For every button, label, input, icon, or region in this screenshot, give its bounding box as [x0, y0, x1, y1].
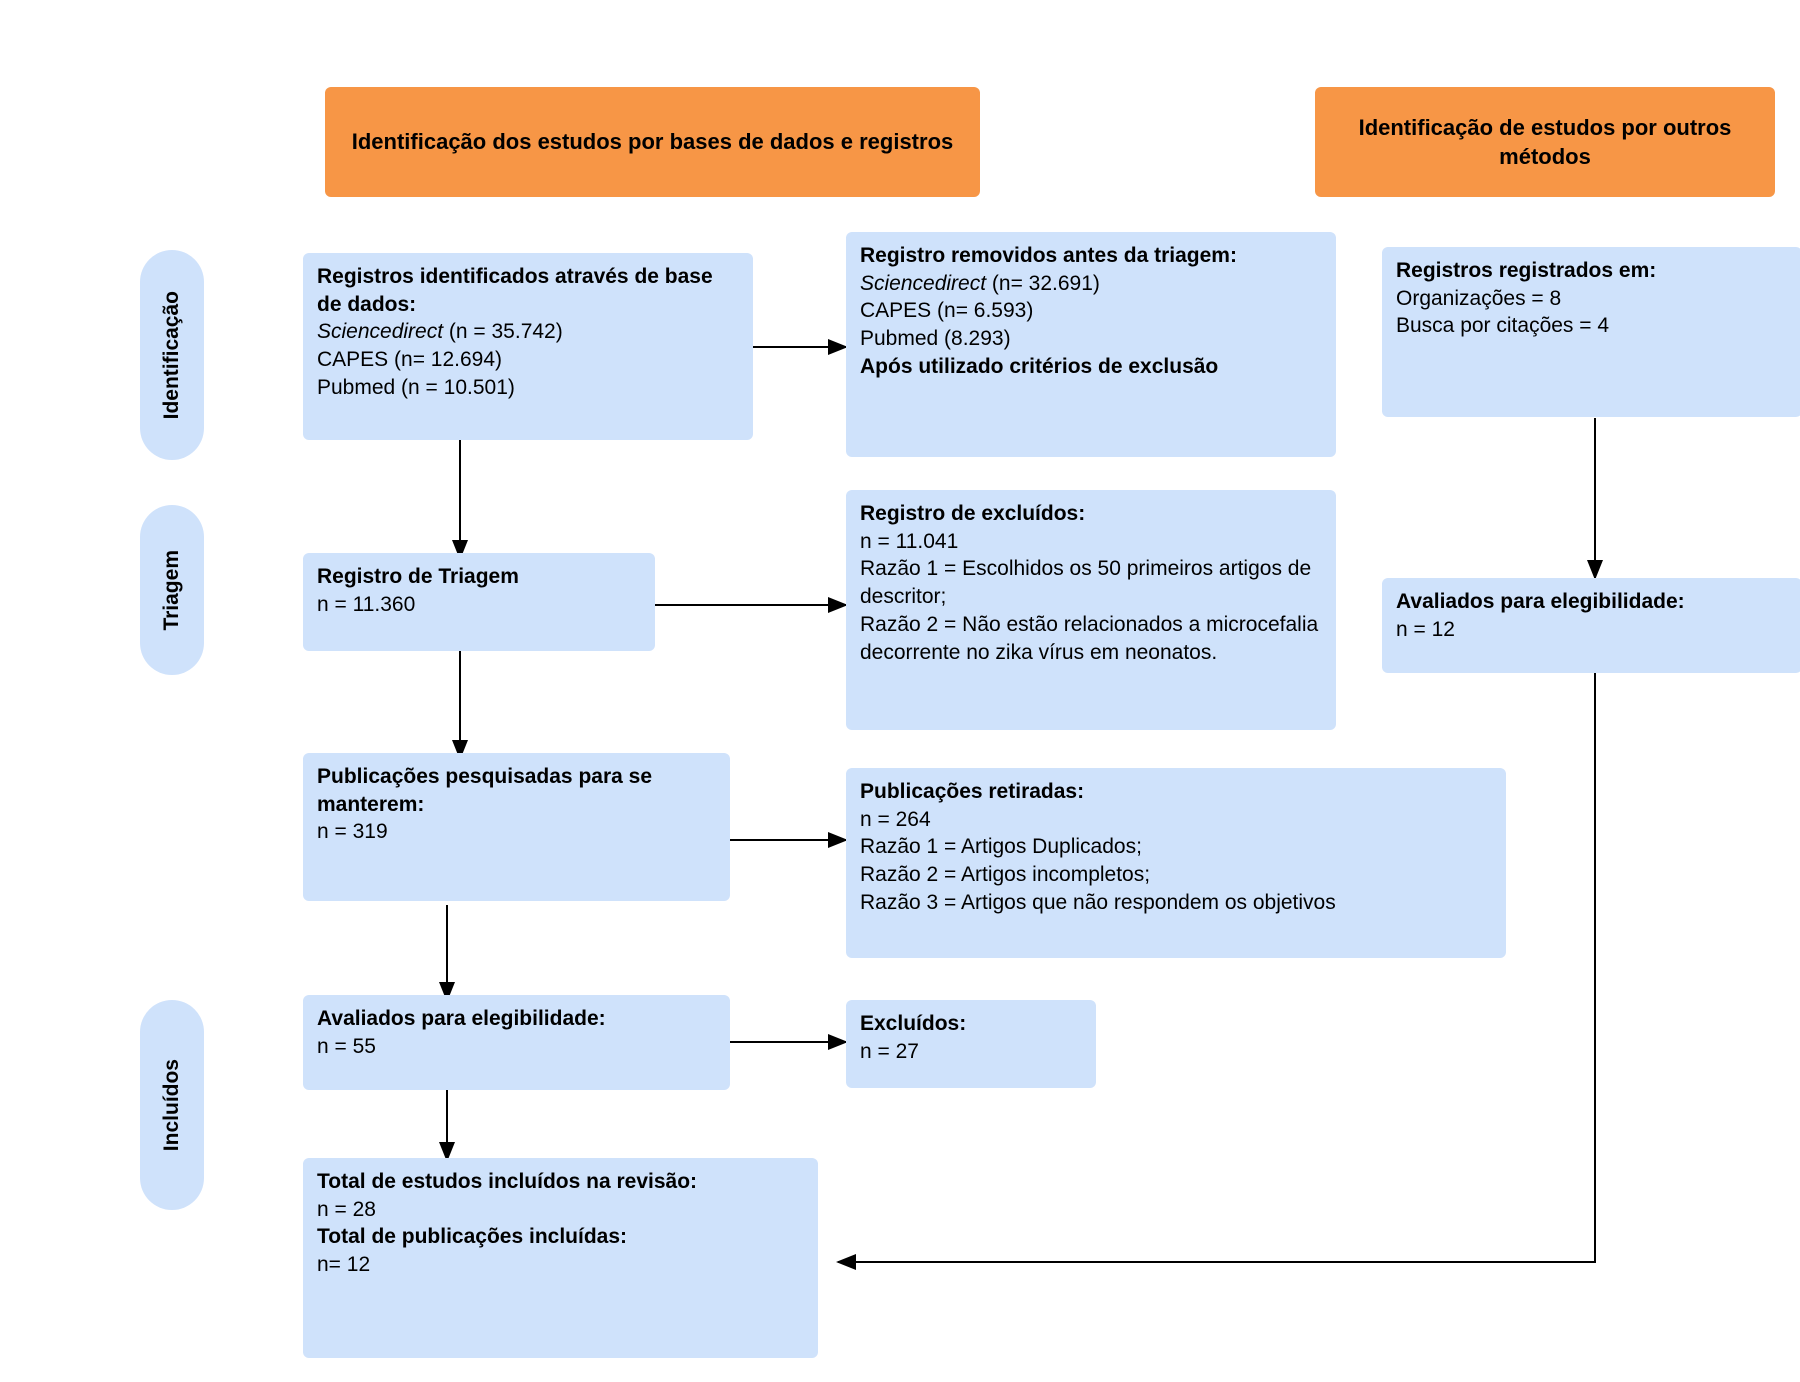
- publications-withdrawn-line1: n = 264: [860, 807, 931, 831]
- publications-withdrawn-reason1: Razão 1 = Artigos Duplicados;: [860, 835, 1142, 859]
- screening-heading: Registro de Triagem: [317, 565, 519, 588]
- included-total-line1: n = 28: [317, 1197, 376, 1221]
- excluded-line1: n = 27: [860, 1039, 919, 1063]
- eligibility-other-heading: Avaliados para elegibilidade:: [1396, 590, 1685, 613]
- publications-sought-heading: Publicações pesquisadas para se manterem:: [317, 765, 652, 816]
- eligibility-main-line1: n = 55: [317, 1034, 376, 1058]
- publications-withdrawn-reason2: Razão 2 = Artigos incompletos;: [860, 863, 1151, 887]
- box-records-removed: [846, 232, 1336, 457]
- box-publications-sought: [303, 753, 730, 901]
- banner-databases-text: Identificação dos estudos por bases de dados e registros: [351, 129, 954, 155]
- eligibility-main-heading: Avaliados para elegibilidade:: [317, 1007, 606, 1030]
- stage-label-identification-text: Identificação: [160, 290, 183, 420]
- records-removed-source1-name: Sciencedirect: [860, 271, 987, 295]
- screening-line1: n = 11.360: [317, 592, 416, 616]
- records-excluded-reason1: Razão 1 = Escolhidos os 50 primeiros artigos de descritor;: [860, 557, 1312, 609]
- banner-other-methods: [1315, 87, 1775, 197]
- records-excluded-heading: Registro de excluídos:: [860, 502, 1086, 525]
- records-other-sources-heading: Registros registrados em:: [1396, 259, 1657, 282]
- records-other-sources-line2: Busca por citações = 4: [1396, 314, 1610, 338]
- records-removed-source3: Pubmed (8.293): [860, 327, 1011, 351]
- stage-label-included-text: Incluídos: [160, 1058, 183, 1152]
- records-other-sources-line1: Organizações = 8: [1396, 286, 1562, 310]
- stage-label-identification: [140, 250, 204, 460]
- records-removed-heading: Registro removidos antes da triagem:: [860, 244, 1237, 267]
- included-total-heading2: Total de publicações incluídas:: [317, 1225, 628, 1249]
- box-records-excluded: [846, 490, 1336, 730]
- records-identified-source3: Pubmed (n = 10.501): [317, 375, 515, 399]
- records-removed-source2: CAPES (n= 6.593): [860, 299, 1034, 323]
- stage-label-screening: [140, 505, 204, 675]
- box-publications-withdrawn: [846, 768, 1506, 958]
- box-eligibility-other: [1382, 578, 1800, 673]
- records-identified-heading: Registros identificados através de base de dados:: [317, 265, 713, 316]
- box-screening: [303, 553, 655, 651]
- box-included-total: [303, 1158, 818, 1358]
- publications-withdrawn-heading: Publicações retiradas:: [860, 780, 1085, 803]
- publications-sought-line1: n = 319: [317, 820, 388, 844]
- stage-label-included: [140, 1000, 204, 1210]
- stage-label-screening-text: Triagem: [160, 549, 183, 631]
- records-identified-source1-name: Sciencedirect: [317, 320, 444, 344]
- box-excluded: [846, 1000, 1096, 1088]
- records-removed-footer: Após utilizado critérios de exclusão: [860, 354, 1219, 378]
- included-total-heading1: Total de estudos incluídos na revisão:: [317, 1170, 698, 1193]
- records-excluded-line1: n = 11.041: [860, 529, 959, 553]
- box-records-identified: [303, 253, 753, 440]
- excluded-heading: Excluídos:: [860, 1012, 967, 1035]
- records-removed-source1-count: (n= 32.691): [986, 271, 1100, 295]
- included-total-line2: n= 12: [317, 1253, 371, 1277]
- records-excluded-reason2: Razão 2 = Não estão relacionados a microcefalia decorrente no zika vírus em neonatos.: [860, 612, 1319, 664]
- banner-databases: [325, 87, 980, 197]
- records-identified-source1-count: (n = 35.742): [443, 320, 563, 344]
- box-eligibility-main: [303, 995, 730, 1090]
- publications-withdrawn-reason3: Razão 3 = Artigos que não respondem os objetivos: [860, 890, 1336, 914]
- box-records-other-sources: [1382, 247, 1800, 417]
- eligibility-other-line1: n = 12: [1396, 617, 1455, 641]
- banner-other-methods-text: Identificação de estudos por outros métodos: [1358, 114, 1732, 169]
- records-identified-source2: CAPES (n= 12.694): [317, 348, 503, 372]
